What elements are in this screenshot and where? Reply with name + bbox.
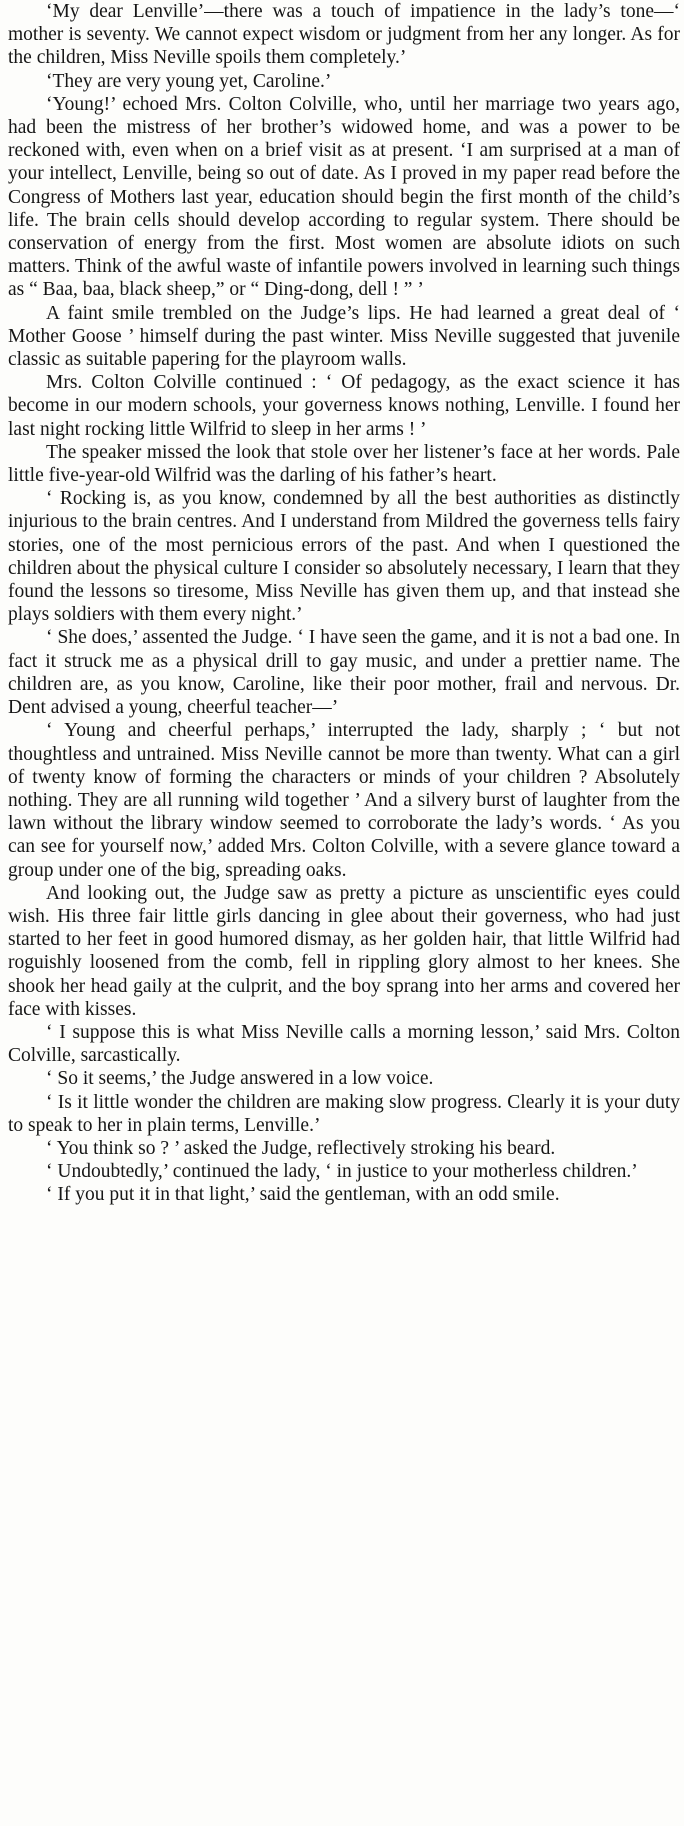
paragraph: ‘ You think so ? ’ asked the Judge, reflectively stroking his beard. <box>46 1137 556 1159</box>
paragraph: ‘They are very young yet, Caroline.’ <box>46 70 332 92</box>
paragraph: Mrs. Colton Colville continued : ‘ Of pedagogy, as the exact science it has become in our modern schools, your governess knows nothing, Lenville. I found her last night rocking little Wilfrid to sleep in her arms ! ’ <box>8 372 680 440</box>
paragraph: ‘ Undoubtedly,’ continued the lady, ‘ in justice to your motherless children.’ <box>46 1161 638 1183</box>
paragraph: ‘ She does,’ assented the Judge. ‘ I have seen the game, and it is not a bad one. In fact it struck me as a physical drill to gay music, and under a prettier name. The children are, as you know, Caroline, like their poor mother, frail and nervous. Dr. Dent advised a young, cheerful teacher—’ <box>8 627 680 719</box>
paragraph: ‘ So it seems,’ the Judge answered in a low voice. <box>46 1068 434 1090</box>
paragraph: And looking out, the Judge saw as pretty a picture as unscientific eyes could wish. His three fair little girls dancing in glee about their governess, who had just started to her feet in good humored dismay, as her golden hair, that little Wilfrid had roguishly loosened from the comb, fell in rippling glory almost to her knees. She shook her head gaily at the culprit, and the boy sprang into her arms and covered her face with kisses. <box>8 882 680 1020</box>
paragraph: ‘ Rocking is, as you know, condemned by all the best authorities as distinctly injurious to the brain centres. And I understand from Mildred the governess tells fairy stories, one of the most pernicious errors of the past. And when I questioned the children about the physical culture I consider so absolutely necessary, I learn that they found the lessons so tiresome, Miss Neville has given them up, and that instead she plays soldiers with them every night.’ <box>8 488 680 626</box>
paragraph: The speaker missed the look that stole over her listener’s face at her words. Pale little five-year-old Wilfrid was the darling of his father’s heart. <box>8 441 680 487</box>
paragraph: ‘ If you put it in that light,’ said the gentleman, with an odd smile. <box>46 1184 560 1206</box>
paragraph: ‘Young!’ echoed Mrs. Colton Colville, who, until her marriage two years ago, had been the mistress of her brother’s widowed home, and was a power to be reckoned with, even when on a brief visit as at present. ‘I am surprised at a man of your intellect, Lenville, being so out of date. As I proved in my paper read before the Congress of Mothers last year, education should begin the first month of the child’s life. The brain cells should develop according to regular system. There should be conservation of energy from the first. Most women are absolute idiots on such matters. Think of the awful waste of infantile powers involved in learning such things as “ Baa, baa, black sheep,” or “ Ding-dong, dell ! ” ’ <box>8 93 680 301</box>
paragraph: ‘ I suppose this is what Miss Neville calls a morning lesson,’ said Mrs. Colton Colville, sarcastically. <box>8 1021 680 1067</box>
paragraph: ‘ Young and cheerful perhaps,’ interrupted the lady, sharply ; ‘ but not thoughtless and untrained. Miss Neville cannot be more than twenty. What can a girl of twenty know of forming the characters or minds of your children ? Absolutely nothing. They are all running wild together ’ And a silvery burst of laughter from the lawn without the library window seemed to corroborate the lady’s words. ‘ As you can see for yourself now,’ added Mrs. Colton Colville, with a severe glance toward a group under one of the big, spreading oaks. <box>8 720 680 881</box>
paragraph: ‘My dear Lenville’—there was a touch of impatience in the lady’s tone—‘ mother is seventy. We cannot expect wisdom or judgment from her any longer. As for the children, Miss Neville spoils them completely.’ <box>8 1 680 69</box>
paragraph: ‘ Is it little wonder the children are making slow progress. Clearly it is your duty to speak to her in plain terms, Lenville.’ <box>8 1091 680 1136</box>
paragraph: A faint smile trembled on the Judge’s lips. He had learned a great deal of ‘ Mother Goose ’ himself during the past winter. Miss Neville suggested that juvenile classic as suitable papering for the playroom walls. <box>8 302 680 371</box>
